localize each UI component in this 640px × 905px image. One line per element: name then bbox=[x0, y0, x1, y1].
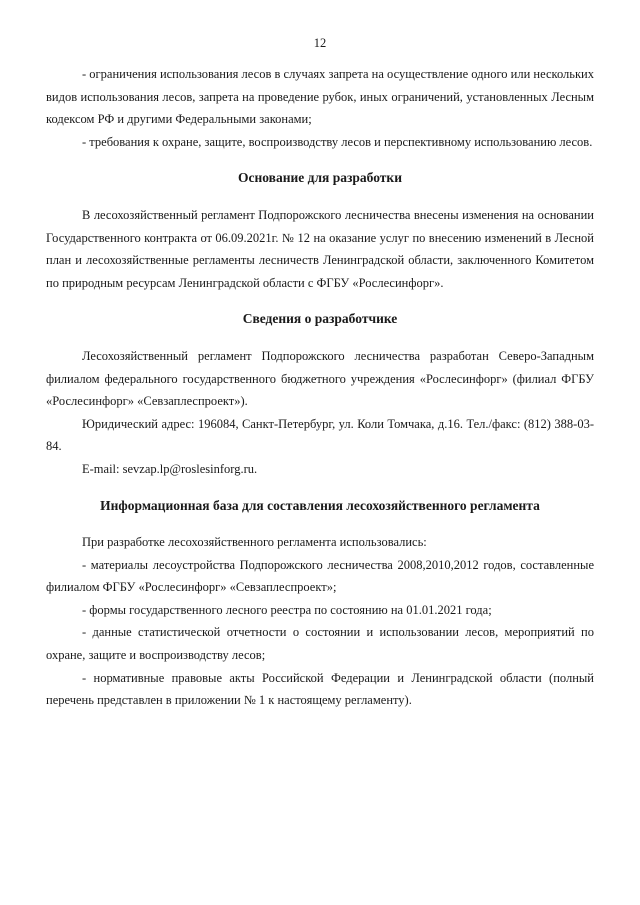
info-base-paragraph-4: - данные статистической отчетности о состоянии и использовании лесов, мероприятий по охране, защите и воспроизводству лесов; bbox=[46, 625, 594, 663]
info-base-paragraph-1: При разработке лесохозяйственного регламента использовались: bbox=[82, 535, 427, 550]
info-base-paragraph-3: - формы государственного лесного реестра по состоянию на 01.01.2021 года; bbox=[82, 602, 492, 617]
intro-paragraph-1: - ограничения использования лесов в случаях запрета на осуществление одного или нескольких видов использования лесов, запрета на проведение рубок, иных ограничений, установленных Лесным кодексом РФ и другими Федеральными законами; bbox=[46, 67, 594, 127]
document-page bbox=[46, 36, 594, 712]
developer-address: Юридический адрес: 196084, Санкт-Петербург, ул. Коли Томчака, д.16. Тел./факс: (812) 388-03-84. bbox=[46, 416, 594, 454]
basis-paragraph-1: В лесохозяйственный регламент Подпорожского лесничества внесены изменения на основании Государственного контракта от 06.09.2021г. № 12 на оказание услуг по внесению изменений в Лесной план и лесохозяйственные регламенты лесничеств Ленинградской области, заключенного Комитетом по природным ресурсам Ленинградской области с ФГБУ «Рослесинфорг». bbox=[46, 207, 594, 290]
info-base-paragraph-2: - материалы лесоустройства Подпорожского лесничества 2008,2010,2012 годов, составленные филиалом ФГБУ «Рослесинфорг» «Севзаплеспроект»; bbox=[46, 557, 594, 595]
page-number: 12 bbox=[313, 36, 327, 50]
intro-paragraph-2: - требования к охране, защите, воспроизводству лесов и перспективному использованию лесов. bbox=[82, 134, 593, 149]
info-base-paragraph-5: - нормативные правовые акты Российской Федерации и Ленинградской области (полный перечень представлен в приложении № 1 к настоящему регламенту). bbox=[46, 670, 594, 708]
section-heading-basis: Основание для разработки bbox=[237, 170, 402, 186]
developer-email: E-mail: sevzap.lp@roslesinforg.ru. bbox=[82, 461, 258, 476]
section-heading-information-base: Информационная база для составления лесохозяйственного регламента bbox=[100, 497, 540, 513]
developer-paragraph-1: Лесохозяйственный регламент Подпорожского лесничества разработан Северо-Западным филиалом федерального государственного бюджетного учреждения «Рослесинфорг» (филиал ФГБУ «Рослесинфорг» «Севзаплеспроект»). bbox=[46, 348, 594, 409]
section-heading-developer: Сведения о разработчике bbox=[242, 311, 398, 327]
